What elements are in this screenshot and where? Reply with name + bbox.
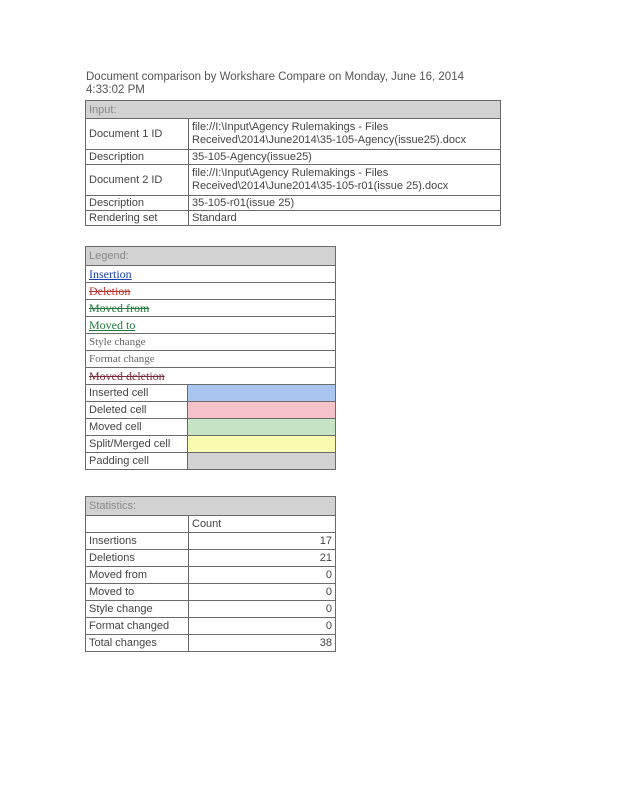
padding-cell-swatch: [188, 453, 336, 470]
header-line-2: 4:33:02 PM: [86, 84, 145, 96]
input-value: file://I:\Input\Agency Rulemakings - Files Received\2014\June2014\35-105-Agency(issue25).docx: [189, 119, 501, 150]
stat-count: 0: [189, 601, 336, 618]
legend-label: Deletion: [89, 283, 131, 298]
stat-count: 0: [189, 584, 336, 601]
stat-count: 0: [189, 567, 336, 584]
stat-label: Moved to: [86, 584, 189, 601]
input-label: Document 1 ID: [86, 119, 189, 150]
input-label: Description: [86, 150, 189, 165]
legend-item-format-change: [86, 351, 336, 368]
input-table: [85, 100, 501, 226]
inserted-cell-swatch: [188, 385, 336, 402]
legend-item-moved-deletion: [86, 368, 336, 385]
legend-label: Format change: [89, 353, 155, 365]
stat-label: Total changes: [86, 635, 189, 652]
stat-label: Moved from: [86, 567, 189, 584]
stat-label: Deletions: [86, 550, 189, 567]
legend-label: Moved deletion: [89, 368, 165, 383]
input-label: Document 2 ID: [86, 165, 189, 196]
stat-count: 21: [189, 550, 336, 567]
deleted-cell-swatch: [188, 402, 336, 419]
legend-item-moved-to: [86, 317, 336, 334]
input-value: 35-105-r01(issue 25): [189, 196, 501, 211]
input-label: Description: [86, 196, 189, 211]
statistics-title: Statistics:: [86, 497, 336, 516]
stat-count: 38: [189, 635, 336, 652]
legend-cell-label: Moved cell: [86, 419, 188, 436]
header-line-1: Document comparison by Workshare Compare on Monday, June 16, 2014: [86, 71, 464, 83]
legend-item-style-change: [86, 334, 336, 351]
legend-item-deletion: [86, 283, 336, 300]
legend-label: Style change: [89, 336, 146, 348]
input-value: 35-105-Agency(issue25): [189, 150, 501, 165]
stat-count: 17: [189, 533, 336, 550]
legend-label: Insertion: [89, 266, 132, 281]
legend-cell-label: Deleted cell: [86, 402, 188, 419]
legend-title: Legend:: [86, 247, 336, 266]
legend-item-moved-from: [86, 300, 336, 317]
split-merged-cell-swatch: [188, 436, 336, 453]
legend-item-insertion: [86, 266, 336, 283]
legend-table: [85, 246, 336, 470]
legend-cell-label: Padding cell: [86, 453, 188, 470]
input-title: Input:: [86, 101, 501, 119]
stat-label: Insertions: [86, 533, 189, 550]
input-value: file://I:\Input\Agency Rulemakings - Files Received\2014\June2014\35-105-r01(issue 25).docx: [189, 165, 501, 196]
count-header: Count: [189, 516, 336, 533]
stat-count: 0: [189, 618, 336, 635]
legend-label: Moved from: [89, 300, 150, 315]
legend-label: Moved to: [89, 317, 136, 332]
stat-label: Style change: [86, 601, 189, 618]
legend-cell-label: Inserted cell: [86, 385, 188, 402]
input-value: Standard: [189, 211, 501, 226]
comparison-header: [86, 71, 506, 97]
statistics-table: [85, 496, 336, 652]
legend-cell-label: Split/Merged cell: [86, 436, 188, 453]
stat-label: Format changed: [86, 618, 189, 635]
stats-blank-header: [86, 516, 189, 533]
input-label: Rendering set: [86, 211, 189, 226]
moved-cell-swatch: [188, 419, 336, 436]
